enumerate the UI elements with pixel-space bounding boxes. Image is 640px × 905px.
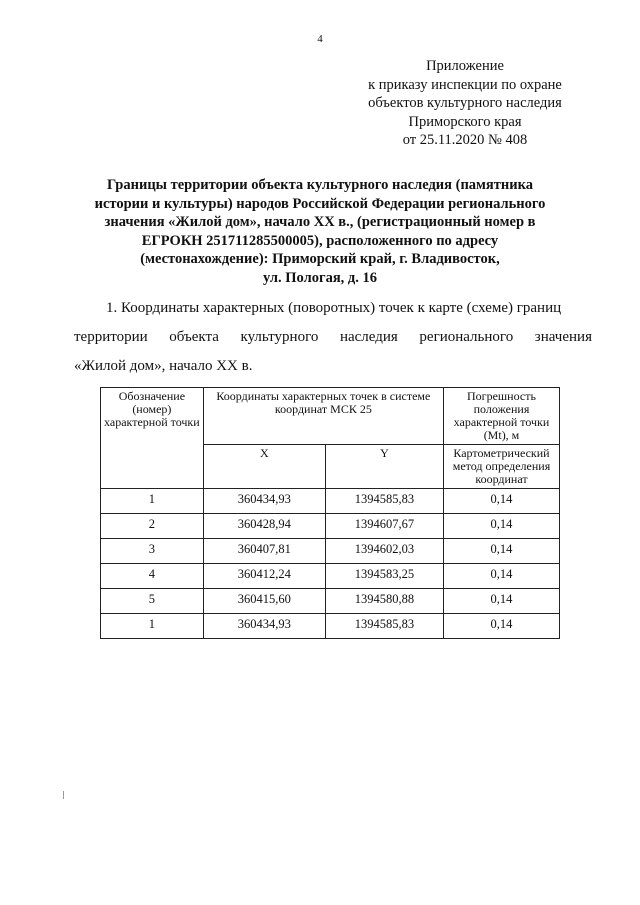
title-line: Границы территории объекта культурного наследия (памятника xyxy=(106,177,533,193)
header-method: Картометрический метод определения координат xyxy=(443,445,559,489)
document-title xyxy=(85,176,555,287)
cell-mt: 0,14 xyxy=(443,514,559,539)
appendix-line: объектов культурного наследия xyxy=(368,95,562,111)
title-line: истории и культуры) народов Российской Федерации регионального xyxy=(94,195,546,212)
appendix-line: Приложение xyxy=(426,58,504,74)
title-line: ЕГРОКН 251711285500005), расположенного по адресу xyxy=(141,232,499,249)
paragraph-line-3: «Жилой дом», начало XX в. xyxy=(74,358,253,374)
cell-x: 360412,24 xyxy=(203,564,325,589)
cell-x: 360415,60 xyxy=(203,589,325,614)
cell-y: 1394580,88 xyxy=(325,589,443,614)
cell-x: 360407,81 xyxy=(203,539,325,564)
cell-y: 1394607,67 xyxy=(325,514,443,539)
cell-x: 360434,93 xyxy=(203,489,325,514)
paragraph-word: значения xyxy=(534,329,592,345)
appendix-line: Приморского края xyxy=(408,113,522,130)
paragraph-word: территории xyxy=(74,329,148,345)
cell-point: 2 xyxy=(101,514,204,539)
table-row xyxy=(101,614,560,639)
table-header-row xyxy=(101,388,560,445)
cell-x: 360434,93 xyxy=(203,614,325,639)
header-coords: Координаты характерных точек в системе координат МСК 25 xyxy=(203,388,443,445)
appendix-block xyxy=(340,57,590,150)
cell-mt: 0,14 xyxy=(443,539,559,564)
header-y: Y xyxy=(325,445,443,489)
scan-mark xyxy=(63,791,64,799)
header-point: Обозначение (номер) характерной точки xyxy=(101,388,204,489)
table-row xyxy=(101,539,560,564)
coordinates-table xyxy=(100,387,560,639)
appendix-line: от 25.11.2020 № 408 xyxy=(402,132,528,148)
title-line: ул. Пологая, д. 16 xyxy=(262,269,377,286)
paragraph-word: наследия xyxy=(339,329,398,345)
page-number: 4 xyxy=(317,33,323,45)
cell-y: 1394585,83 xyxy=(325,489,443,514)
paragraph-line-1: 1. Координаты характерных (поворотных) точек к карте (схеме) границ xyxy=(106,300,562,316)
appendix-line: к приказу инспекции по охране xyxy=(368,76,562,93)
cell-mt: 0,14 xyxy=(443,564,559,589)
paragraph-line-2 xyxy=(74,328,592,346)
paragraph-word: культурного xyxy=(240,329,319,345)
table-row xyxy=(101,564,560,589)
cell-point: 3 xyxy=(101,539,204,564)
paragraph-word: объекта xyxy=(169,329,219,345)
header-accuracy: Погрешность положения характерной точки (Mt), м xyxy=(443,388,559,445)
cell-mt: 0,14 xyxy=(443,589,559,614)
header-x: X xyxy=(203,445,325,489)
cell-point: 5 xyxy=(101,589,204,614)
cell-y: 1394602,03 xyxy=(325,539,443,564)
cell-mt: 0,14 xyxy=(443,489,559,514)
table-row xyxy=(101,589,560,614)
cell-point: 1 xyxy=(101,614,204,639)
cell-x: 360428,94 xyxy=(203,514,325,539)
table-row xyxy=(101,489,560,514)
cell-point: 1 xyxy=(101,489,204,514)
title-line: (местонахождение): Приморский край, г. Владивосток, xyxy=(140,251,500,267)
table-row xyxy=(101,514,560,539)
title-line: значения «Жилой дом», начало XX в., (регистрационный номер в xyxy=(104,214,536,230)
cell-mt: 0,14 xyxy=(443,614,559,639)
cell-y: 1394583,25 xyxy=(325,564,443,589)
paragraph-word: регионального xyxy=(419,329,514,345)
cell-y: 1394585,83 xyxy=(325,614,443,639)
cell-point: 4 xyxy=(101,564,204,589)
